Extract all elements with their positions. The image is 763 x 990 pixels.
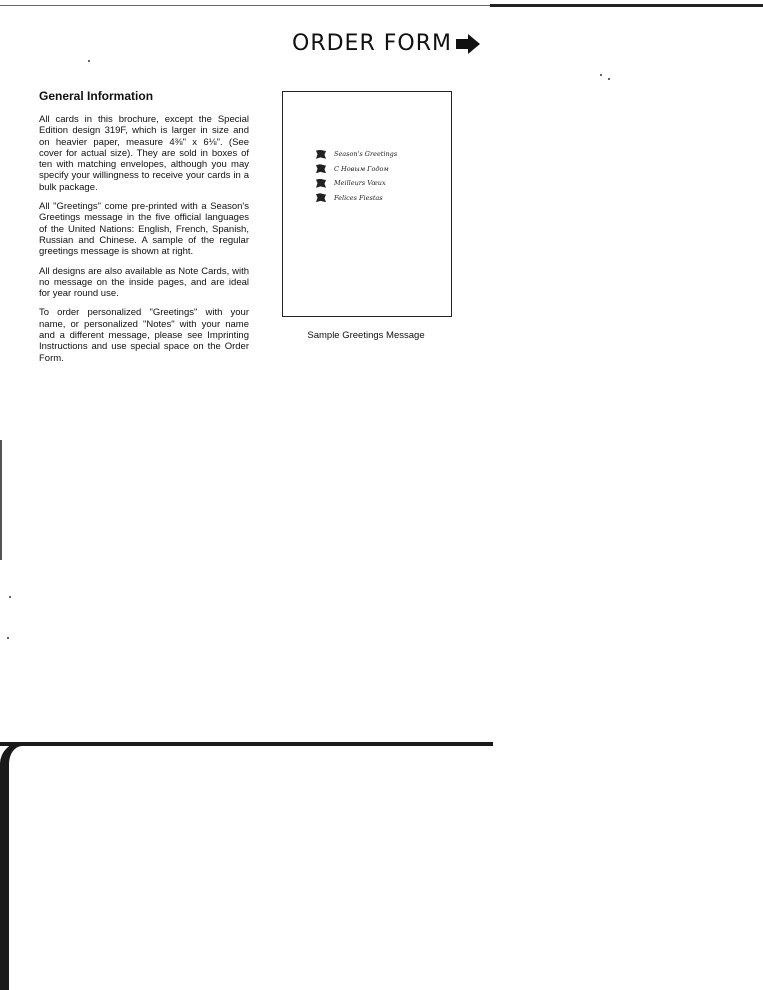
scan-speck — [9, 596, 11, 598]
chinese-character-icon — [316, 164, 326, 173]
greeting-line — [316, 162, 397, 177]
greetings-list — [316, 147, 397, 205]
paragraph-greetings-languages: All "Greetings" come pre-printed with a Season's Greetings message in the five official languages of the United Nations: English, French, Spanish, Russian and Chinese. A sample of the regular greetings message is shown at right. — [39, 201, 249, 258]
order-form-header — [292, 33, 480, 55]
scan-speck — [7, 637, 9, 639]
greeting-text-spanish: Felices Fiestas — [334, 193, 383, 202]
greeting-text-russian: С Новым Годом — [334, 164, 389, 173]
scan-speck — [88, 60, 90, 62]
greeting-text-english: Season's Greetings — [334, 150, 398, 159]
paragraph-note-cards: All designs are also available as Note Cards, with no message on the inside pages, and are ideal for year round use. — [39, 265, 249, 300]
chinese-character-icon — [316, 193, 326, 202]
paragraph-card-sizes: All cards in this brochure, except the Special Edition design 319F, which is larger in size and on heavier paper, measure 4⅜" x 6⅛". (See cover for actual size). They are sold in boxes of ten with matching envelopes, although you may specify your willingness to receive your cards in a bulk package. — [39, 114, 249, 193]
general-information-section — [39, 89, 249, 372]
bottom-rule — [0, 742, 493, 746]
bottom-corner-border — [0, 742, 48, 990]
scan-edge-mark — [0, 440, 2, 560]
greeting-line — [316, 176, 397, 191]
scan-speck — [608, 78, 610, 80]
right-arrow-icon — [456, 34, 480, 54]
scan-speck — [600, 74, 602, 76]
paragraph-personalized-orders: To order personalized "Greetings" with your name, or personalized "Notes" with your name and a different message, please see Imprinting Instructions and use special space on the Order Form. — [39, 307, 249, 364]
sample-greetings-box — [282, 91, 452, 317]
chinese-character-icon — [316, 150, 326, 159]
greeting-line — [316, 147, 397, 162]
section-heading: General Information — [39, 89, 154, 103]
page-title: ORDER FORM — [292, 31, 452, 56]
greeting-text-french: Meilleurs Vœux — [334, 179, 386, 188]
top-rule-accent — [490, 4, 763, 7]
sample-caption: Sample Greetings Message — [307, 330, 425, 341]
greeting-line — [316, 191, 397, 206]
chinese-character-icon — [316, 179, 326, 188]
